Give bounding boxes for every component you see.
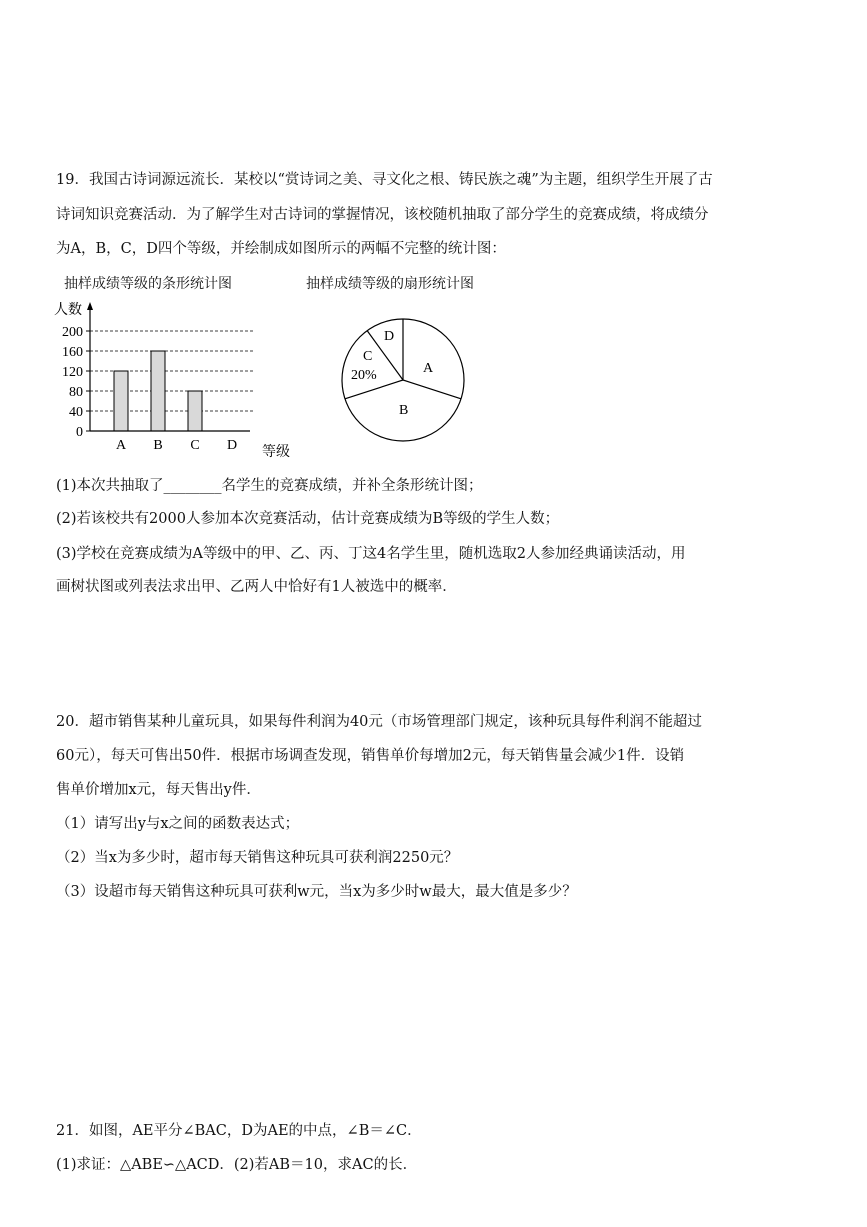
y-axis-arrow	[87, 302, 93, 310]
q20-line-3: 售单价增加x元，每天售出y件．	[56, 782, 261, 798]
bar-chart	[50, 296, 310, 466]
q20-sub2: （2）当x为多少时，超市每天销售这种玩具可获利润2250元？	[56, 850, 459, 866]
bar-xlabel: 等级	[262, 445, 290, 460]
y-tick-label: 40	[69, 405, 83, 420]
q21-line-2: (1)求证：△ABE∽△ACD．(2)若AB＝10，求AC的长．	[56, 1157, 418, 1173]
q20-sub3: （3）设超市每天销售这种玩具可获利w元，当x为多少时w最大，最大值是多少？	[56, 884, 577, 900]
y-tick-label: 120	[62, 365, 83, 380]
q19-sub1: (1)本次共抽取了________名学生的竞赛成绩，并补全条形统计图；	[56, 478, 483, 494]
pie-label-D: D	[384, 329, 395, 344]
y-tick-label: 200	[62, 325, 83, 340]
pie-label-B: B	[399, 403, 409, 418]
bar-A	[114, 371, 128, 431]
pie-label-C-percent: 20%	[351, 368, 377, 383]
q20-sub1: （1）请写出y与x之间的函数表达式；	[56, 816, 300, 832]
pie-chart-title: 抽样成绩等级的扇形统计图	[306, 276, 474, 292]
pie-chart	[333, 310, 473, 450]
x-tick-label-B: B	[153, 438, 163, 453]
q21-line-1: 21．如图，AE平分∠BAC，D为AE的中点，∠B＝∠C．	[56, 1123, 422, 1139]
q19-sub2: (2)若该校共有2000人参加本次竞赛活动，估计竞赛成绩为B等级的学生人数；	[56, 511, 560, 527]
bar-C	[188, 391, 202, 431]
q19-line-3: 为A，B，C，D四个等级，并绘制成如图所示的两幅不完整的统计图：	[56, 241, 506, 257]
q19-line-2: 诗词知识竞赛活动．为了解学生对古诗词的掌握情况，该校随机抽取了部分学生的竞赛成绩，将成绩分	[56, 207, 709, 223]
y-tick-label: 160	[62, 345, 83, 360]
bar-B	[151, 351, 165, 431]
bar-chart-title: 抽样成绩等级的条形统计图	[64, 276, 232, 292]
q19-sub3-line1: (3)学校在竞赛成绩为A等级中的甲、乙、丙、丁这4名学生里，随机选取2人参加经典诵读活动，用	[56, 546, 686, 562]
bar-ylabel: 人数	[54, 303, 82, 318]
q20-line-1: 20．超市销售某种儿童玩具，如果每件利润为40元（市场管理部门规定，该种玩具每件利润不能超过	[56, 714, 702, 730]
q19-sub3-line2: 画树状图或列表法求出甲、乙两人中恰好有1人被选中的概率．	[56, 579, 457, 595]
y-tick-label: 80	[69, 385, 83, 400]
q20-line-2: 60元），每天可售出50件．根据市场调查发现，销售单价每增加2元，每天销售量会减少1件．设销	[56, 748, 685, 764]
x-tick-label-D: D	[226, 438, 238, 453]
pie-label-A: A	[423, 361, 434, 376]
y-tick-label: 0	[76, 425, 83, 440]
x-tick-label-C: C	[190, 438, 200, 453]
q19-line-1: 19．我国古诗词源远流长．某校以“赏诗词之美、寻文化之根、铸民族之魂”为主题，组织学生开展了古	[56, 172, 713, 188]
pie-label-C: C	[363, 349, 373, 364]
x-tick-label-A: A	[115, 438, 127, 453]
